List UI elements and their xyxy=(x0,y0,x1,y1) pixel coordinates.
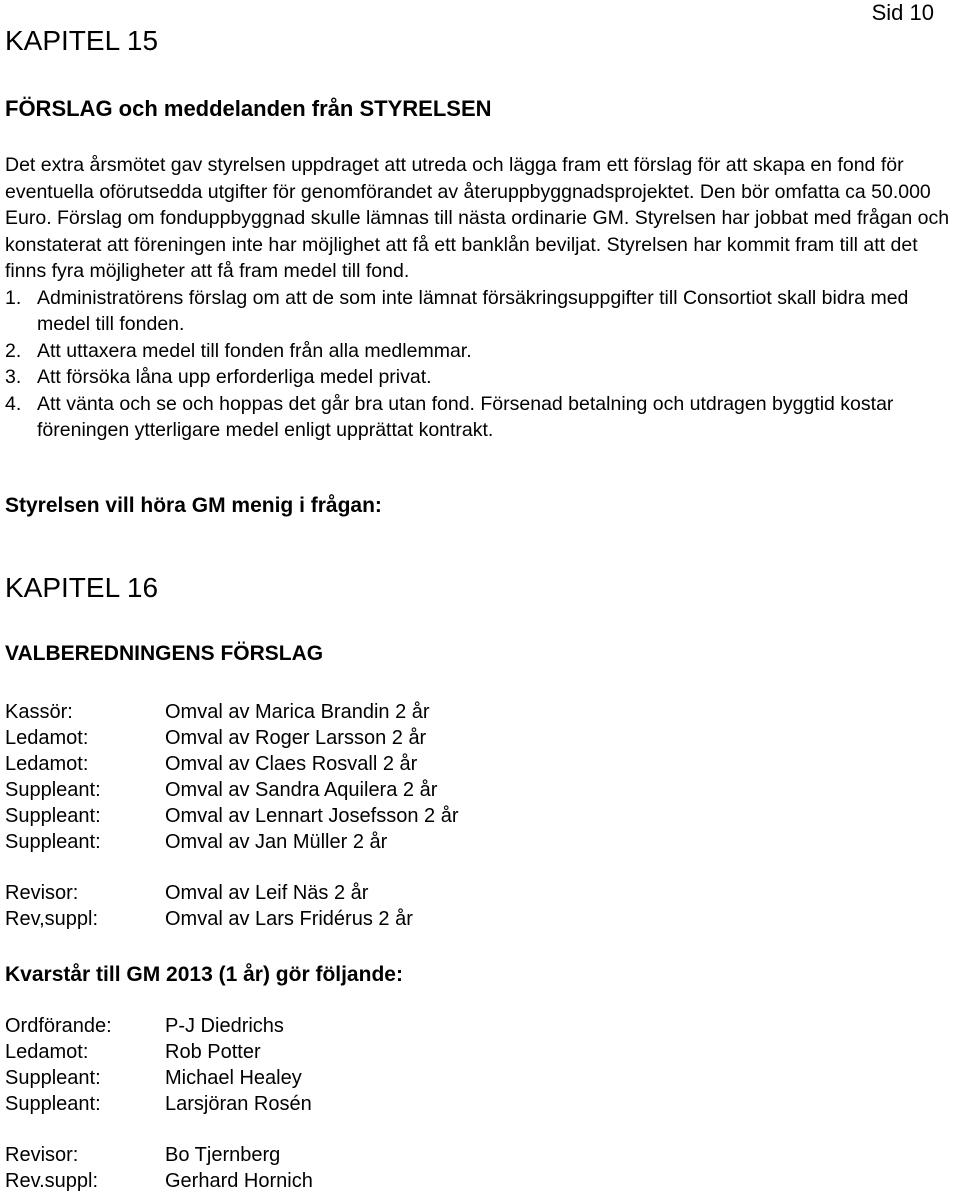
table-row xyxy=(5,777,458,803)
row-spacer xyxy=(5,855,458,880)
list-item xyxy=(5,391,955,444)
list-item-text: Att uttaxera medel till fonden från alla medlemmar. xyxy=(37,339,472,362)
list-item-text: Att vänta och se och hoppas det går bra utan fond. Försenad betalning och utdragen byggtid kostar föreningen ytterligare medel enligt upprättat kontrakt. xyxy=(37,392,894,441)
list-item xyxy=(5,338,955,365)
role-value: Michael Healey xyxy=(165,1067,302,1089)
table-row xyxy=(5,803,458,829)
table-row xyxy=(5,725,458,751)
election-proposals-table xyxy=(5,699,458,932)
page-number: Sid 10 xyxy=(871,0,934,25)
list-item xyxy=(5,364,955,391)
role-value: Omval av Lennart Josefsson 2 år xyxy=(165,805,459,827)
role-value: Gerhard Hornich xyxy=(165,1170,313,1192)
role-label: Rev,suppl: xyxy=(5,908,99,930)
table-row xyxy=(5,1039,313,1065)
role-value: Rob Potter xyxy=(165,1041,261,1063)
role-label: Suppleant: xyxy=(5,831,101,853)
question-prompt: Styrelsen vill höra GM menig i frågan: xyxy=(5,494,382,517)
table-row xyxy=(5,1013,313,1039)
role-value: Omval av Claes Rosvall 2 år xyxy=(165,753,418,775)
table-row xyxy=(5,1142,313,1168)
role-label: Suppleant: xyxy=(5,1093,101,1115)
role-label: Kassör: xyxy=(5,701,73,723)
table-row xyxy=(5,751,458,777)
board-proposals-heading: FÖRSLAG och meddelanden från STYRELSEN xyxy=(5,96,492,121)
list-item-number: 1. xyxy=(5,286,22,309)
role-value: Omval av Jan Müller 2 år xyxy=(165,831,388,853)
role-label: Suppleant: xyxy=(5,1067,101,1089)
table-row xyxy=(5,880,458,906)
role-label: Rev.suppl: xyxy=(5,1170,99,1192)
fund-options-list xyxy=(5,285,955,444)
list-item-number: 2. xyxy=(5,339,22,362)
role-value: Omval av Roger Larsson 2 år xyxy=(165,727,427,749)
role-value: Larsjöran Rosén xyxy=(165,1093,312,1115)
row-spacer xyxy=(5,1117,313,1142)
list-item-number: 3. xyxy=(5,366,22,388)
table-row xyxy=(5,906,458,932)
role-value: Omval av Lars Fridérus 2 år xyxy=(165,908,413,930)
role-label: Ordförande: xyxy=(5,1015,112,1037)
list-item-text: Administratörens förslag om att de som inte lämnat försäkringsuppgifter till Consortiot skall bidra med medel till fonden. xyxy=(37,286,909,335)
role-label: Suppleant: xyxy=(5,805,101,827)
table-row xyxy=(5,829,458,855)
role-label: Revisor: xyxy=(5,1144,79,1166)
role-label: Ledamot: xyxy=(5,727,89,749)
role-label: Ledamot: xyxy=(5,753,89,775)
table-row xyxy=(5,1168,313,1194)
chapter-15-title: KAPITEL 15 xyxy=(5,25,159,56)
role-value: Omval av Leif Näs 2 år xyxy=(165,882,369,904)
list-item-number: 4. xyxy=(5,392,22,415)
nomination-committee-heading: VALBEREDNINGENS FÖRSLAG xyxy=(5,642,324,665)
role-value: Omval av Marica Brandin 2 år xyxy=(165,701,430,723)
remaining-members-table xyxy=(5,1013,313,1194)
role-label: Suppleant: xyxy=(5,779,101,801)
table-row xyxy=(5,699,458,725)
list-item-text: Att försöka låna upp erforderliga medel privat. xyxy=(37,366,432,388)
table-row xyxy=(5,1091,313,1117)
chapter-16-title: KAPITEL 16 xyxy=(5,572,159,603)
list-item xyxy=(5,285,955,338)
role-value: P-J Diedrichs xyxy=(165,1015,284,1037)
remaining-members-heading: Kvarstår till GM 2013 (1 år) gör följande: xyxy=(5,963,403,986)
fund-paragraph: Det extra årsmötet gav styrelsen uppdraget att utreda och lägga fram ett förslag för att skapa en fond för eventuella oförutsedda utgifter för genomförandet av återuppbyggnadsprojektet. Den bör omfatta ca 50.000 Euro. Förslag om fonduppbyggnad skulle lämnas till nästa ordinarie GM. Styrelsen har jobbat med frågan och konstaterat att föreningen inte har möjlighet att få ett banklån beviljat. Styrelsen har kommit fram till att det finns fyra möjligheter att få fram medel till fond. xyxy=(5,154,950,282)
table-row xyxy=(5,1065,313,1091)
role-label: Revisor: xyxy=(5,882,79,904)
role-label: Ledamot: xyxy=(5,1041,89,1063)
role-value: Omval av Sandra Aquilera 2 år xyxy=(165,779,438,801)
board-proposals-body xyxy=(5,152,955,444)
role-value: Bo Tjernberg xyxy=(165,1144,281,1166)
